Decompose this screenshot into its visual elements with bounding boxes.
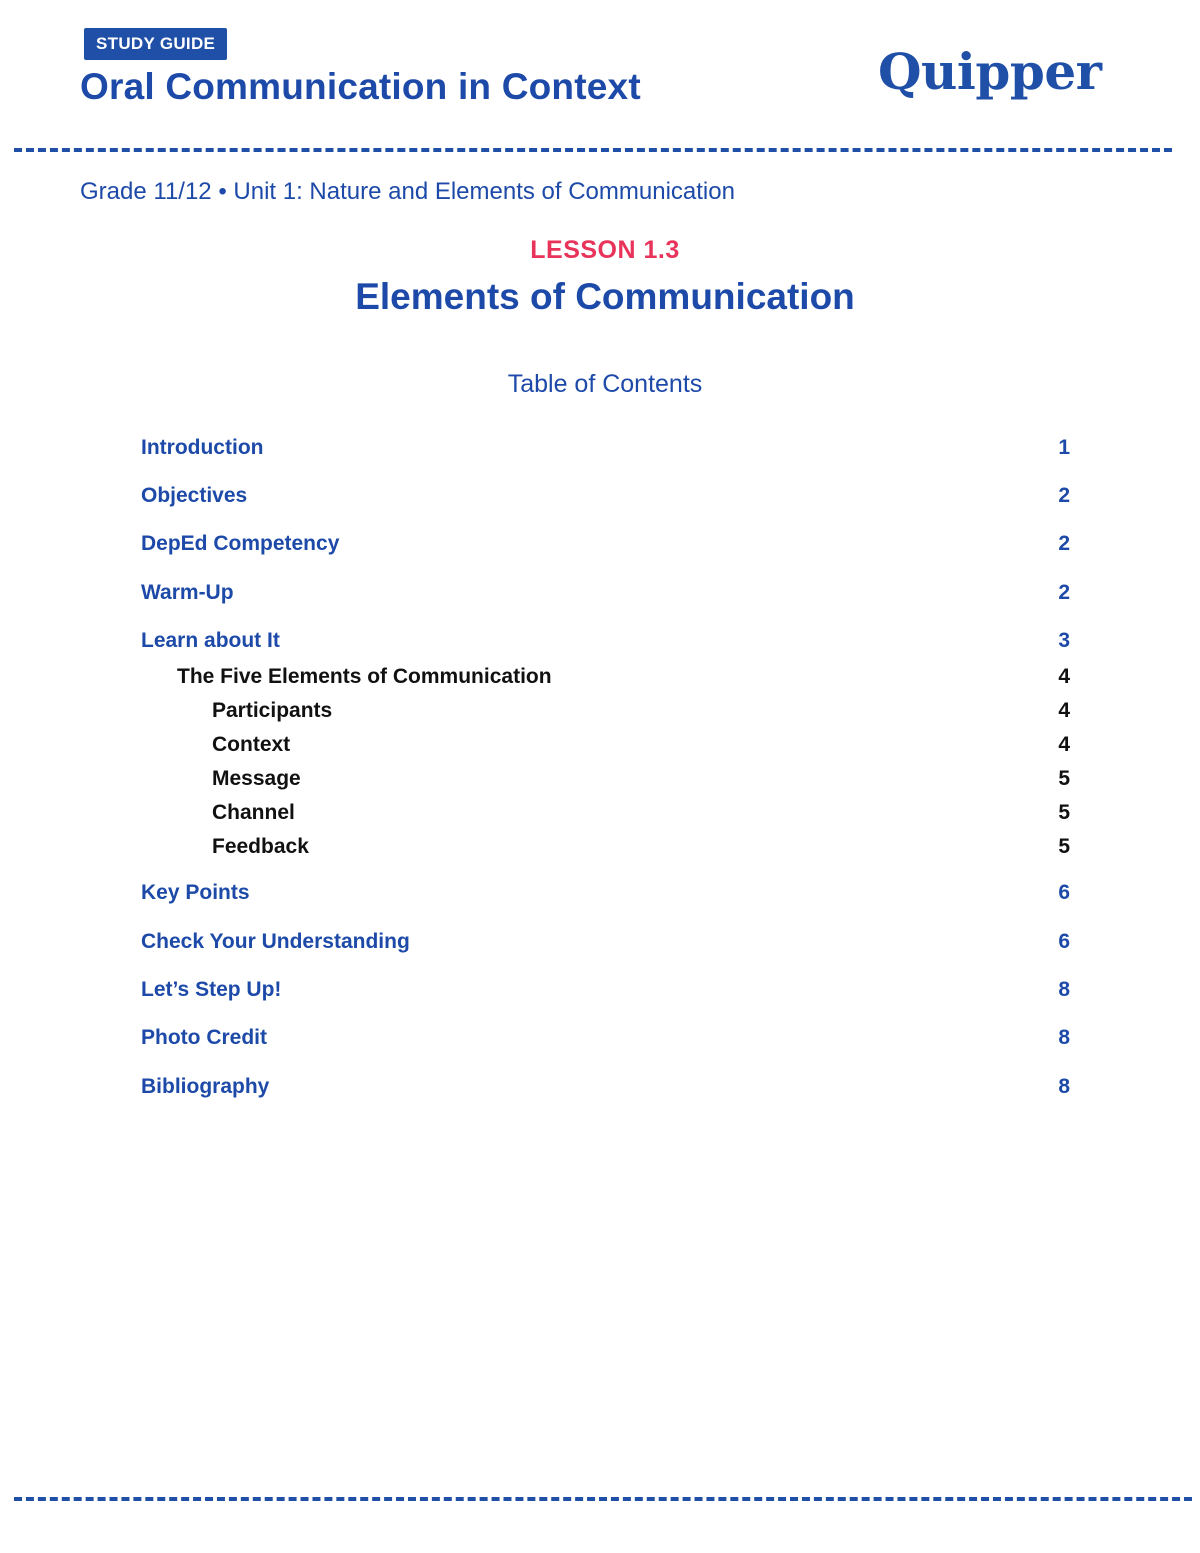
unit-line: Grade 11/12 • Unit 1: Nature and Elements of Communication	[80, 178, 735, 205]
toc-entry-page: 8	[1058, 1075, 1070, 1098]
toc-entry-label: Warm-Up	[141, 581, 234, 604]
toc-entry-label: Learn about It	[141, 629, 280, 652]
toc-entry-label: Objectives	[141, 484, 248, 507]
toc-entry-page: 4	[1058, 733, 1070, 756]
toc-entry-bibliography[interactable]	[0, 1075, 1200, 1105]
toc-entry-page: 1	[1058, 436, 1070, 459]
toc-entry-introduction[interactable]	[0, 436, 1200, 466]
toc-entry-channel[interactable]	[0, 801, 1200, 831]
toc-entry-page: 5	[1058, 801, 1070, 824]
toc-entry-five-elements[interactable]	[0, 665, 1200, 695]
toc-heading: Table of Contents	[507, 370, 703, 398]
top-divider	[14, 148, 1172, 152]
toc-entry-page: 2	[1058, 484, 1070, 507]
toc-entry-label: Channel	[212, 801, 295, 824]
toc-entry-photo-credit[interactable]	[0, 1026, 1200, 1056]
toc-entry-warm-up[interactable]	[0, 581, 1200, 611]
toc-entry-page: 8	[1058, 978, 1070, 1001]
toc-entry-page: 2	[1058, 532, 1070, 555]
toc-entry-label: Feedback	[212, 835, 309, 858]
toc-entry-page: 2	[1058, 581, 1070, 604]
toc-entry-label: DepEd Competency	[141, 532, 340, 555]
toc-entry-label: Let’s Step Up!	[141, 978, 282, 1001]
lesson-label: LESSON 1.3	[530, 236, 680, 264]
study-guide-badge: STUDY GUIDE	[84, 28, 227, 60]
toc-entry-page: 4	[1058, 699, 1070, 722]
toc-entry-label: Participants	[212, 699, 333, 722]
toc-entry-check-your-understanding[interactable]	[0, 930, 1200, 960]
quipper-logo: Quipper	[878, 42, 1102, 101]
toc-entry-label: Bibliography	[141, 1075, 270, 1098]
toc-entry-key-points[interactable]	[0, 881, 1200, 911]
guide-title: Oral Communication in Context	[80, 66, 641, 107]
toc-entry-label: The Five Elements of Communication	[177, 665, 552, 688]
toc-entry-page: 4	[1058, 665, 1070, 688]
toc-entry-label: Message	[212, 767, 301, 790]
lesson-title: Elements of Communication	[355, 276, 855, 317]
toc-entry-page: 6	[1058, 881, 1070, 904]
toc-entry-page: 8	[1058, 1026, 1070, 1049]
toc-entry-learn-about-it[interactable]	[0, 629, 1200, 659]
toc-entry-label: Photo Credit	[141, 1026, 267, 1049]
toc-entry-page: 5	[1058, 835, 1070, 858]
toc-entry-deped-competency[interactable]	[0, 532, 1200, 562]
toc-entry-lets-step-up[interactable]	[0, 978, 1200, 1008]
toc-entry-objectives[interactable]	[0, 484, 1200, 514]
toc-entry-label: Check Your Understanding	[141, 930, 410, 953]
toc-entry-context[interactable]	[0, 733, 1200, 763]
toc-entry-page: 6	[1058, 930, 1070, 953]
bottom-divider	[14, 1497, 1192, 1501]
toc-entry-label: Introduction	[141, 436, 264, 459]
toc-entry-message[interactable]	[0, 767, 1200, 797]
toc-entry-participants[interactable]	[0, 699, 1200, 729]
toc-entry-feedback[interactable]	[0, 835, 1200, 865]
toc-entry-label: Key Points	[141, 881, 250, 904]
toc-entry-label: Context	[212, 733, 291, 756]
toc-entry-page: 3	[1058, 629, 1070, 652]
toc-entry-page: 5	[1058, 767, 1070, 790]
